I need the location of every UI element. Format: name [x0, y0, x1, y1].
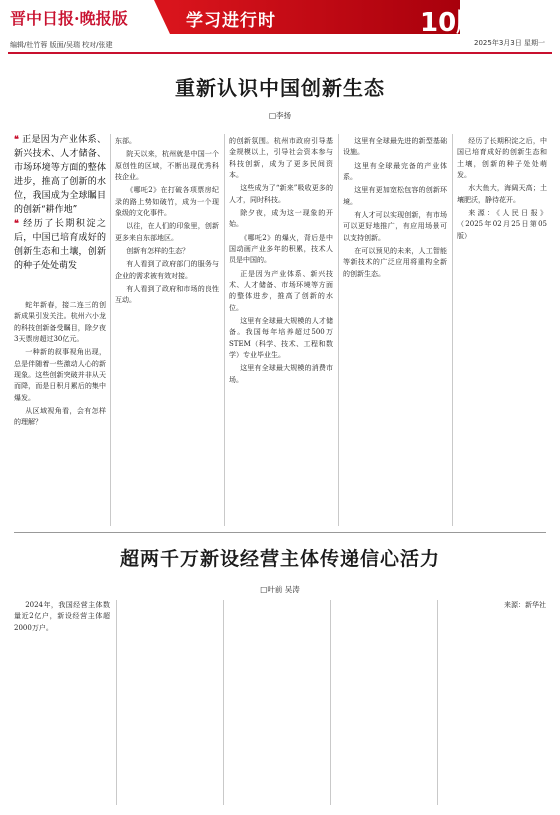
paragraph: 这里有更加宽松包容的创新环境。 [343, 186, 447, 206]
paragraph: 这里有全球最大规模的消费市场。 [229, 364, 333, 384]
pull-quote-1 [14, 134, 106, 218]
column-divider [452, 134, 453, 526]
issue-date: 2025年3月3日 星期一 [474, 39, 545, 47]
article-1-column-4 [343, 136, 447, 282]
pull-quote-2-text: 经历了长期积淀之后，中国已培育成好的创新生态和土壤，创新的种子处处萌发 [14, 219, 106, 271]
newspaper-brand: 晋中日报·晚报版 [10, 9, 128, 28]
paragraph: 这些成为了“新来”吸收更多的人才，同时科技。 [229, 184, 333, 204]
header-divider [8, 52, 552, 54]
paragraph: 正是因为产业体系、新兴技术、人才储备、市场环境等方面的整体进步，推高了创新的水位。 [229, 269, 333, 312]
column-divider [223, 600, 224, 805]
column-divider [224, 134, 225, 526]
paragraph: 这里有全球最先进的新型基础设施。 [343, 137, 447, 157]
article-1-title: 重新认识中国创新生态 [175, 76, 385, 100]
page-number: 10版 [420, 8, 483, 38]
quote-mark-icon: ❝ [14, 135, 19, 145]
column-divider [338, 134, 339, 526]
article-2-column-1 [14, 600, 110, 636]
column-divider [116, 600, 117, 805]
paragraph: 经历了长期积淀之后，中国已培育成好的创新生态和土壤，创新的种子处处萌发。 [457, 137, 547, 179]
column-divider [437, 600, 438, 805]
paragraph: 在可以预见的未来，人工智能等新技术的广泛应用将重构全新的创新生态。 [343, 246, 447, 278]
editor-credits: 编辑/杜竹蓉 版面/吴瑞 校对/张建 [10, 41, 113, 49]
paragraph: 有人看到了政府和市场的良性互动。 [115, 284, 219, 305]
paragraph: 创新有怎样的生态？ [126, 246, 190, 255]
article-2-title: 超两千万新设经营主体传递信心活力 [119, 548, 440, 570]
paragraph: 《哪吒2》的爆火，背后是中国动画产业多年的积累，技术人员是中国的。 [229, 233, 333, 265]
paragraph: 有人才可以实现创新，有市场可以更好地推广，有应用场景可以支持创新。 [343, 210, 447, 242]
paragraph: 以往，在人们的印象里，创新更多来自东部地区。 [115, 222, 219, 242]
article-1-column-3 [229, 136, 333, 388]
paragraph: 这里有全球最完备的产业体系。 [343, 161, 447, 181]
article-1-column-5 [457, 136, 547, 244]
article-2-column-5 [442, 600, 546, 613]
article-source: 来源：新华社 [504, 601, 546, 609]
masthead [0, 0, 560, 62]
paragraph: 除夕夜，成为这一现象的开始。 [229, 208, 333, 229]
column-divider [110, 134, 111, 526]
paragraph: 水大鱼大，海阔天高；土壤肥沃，静待花开。 [457, 184, 547, 204]
paragraph: 《哪吒2》在打破各项票房纪录的路上势如破竹，成为一个现象级的文化事件。 [115, 186, 219, 217]
article-1-column-2 [115, 136, 219, 309]
article-2-byline: □叶前 吴涛 [260, 585, 300, 594]
paragraph: 从区域视角看，会有怎样的理解？ [14, 406, 106, 427]
pull-quote-2 [14, 218, 106, 274]
article-divider [14, 532, 546, 533]
paragraph: 这里有全球最大规模的人才储备。我国每年培养超过500万STEM（科学、技术、工程和数学）专业毕业生。 [229, 316, 333, 359]
paragraph: 2024年，我国经营主体数量近2亿户，新设经营主体超2000万户。 [14, 601, 110, 632]
paragraph: 东部。 [115, 137, 136, 145]
paragraph: 的创新氛围。杭州市政府引导基金规模以上，引导社会资本参与科技创新，成为了更多民间资本。 [229, 137, 333, 179]
article-source: 来源：《人民日报》（2025年02月25日第05版） [457, 208, 547, 240]
paragraph: 蛇年新春，接二连三的创新成果引发关注。杭州六小龙的科技创新备受瞩目，除夕夜3天票房超过30亿元。 [14, 301, 106, 343]
article-1-column-1 [14, 300, 106, 431]
quote-mark-icon: ❝ [14, 219, 19, 229]
article-1-byline: □李扬 [268, 111, 292, 120]
paragraph: 院天以来，杭州就是中国一个原创性的区域，不断出现优秀科技企业。 [115, 150, 219, 181]
pull-quote-1-text: 正是因为产业体系、新兴技术、人才储备、市场环境等方面的整体进步，推高了创新的水位，我国成为全球瞩目的创新“耕作地” [14, 135, 106, 215]
paragraph: 有人看到了政府部门的服务与企业的需求被有效对接。 [115, 260, 219, 280]
section-title: 学习进行时 [186, 11, 276, 31]
paragraph: 一种新的叙事视角出现，总是伴随着一些激动人心的新现象。这些创新突破并非从天而降，而是日积月累后的集中爆发。 [14, 348, 106, 402]
column-divider [330, 600, 331, 805]
